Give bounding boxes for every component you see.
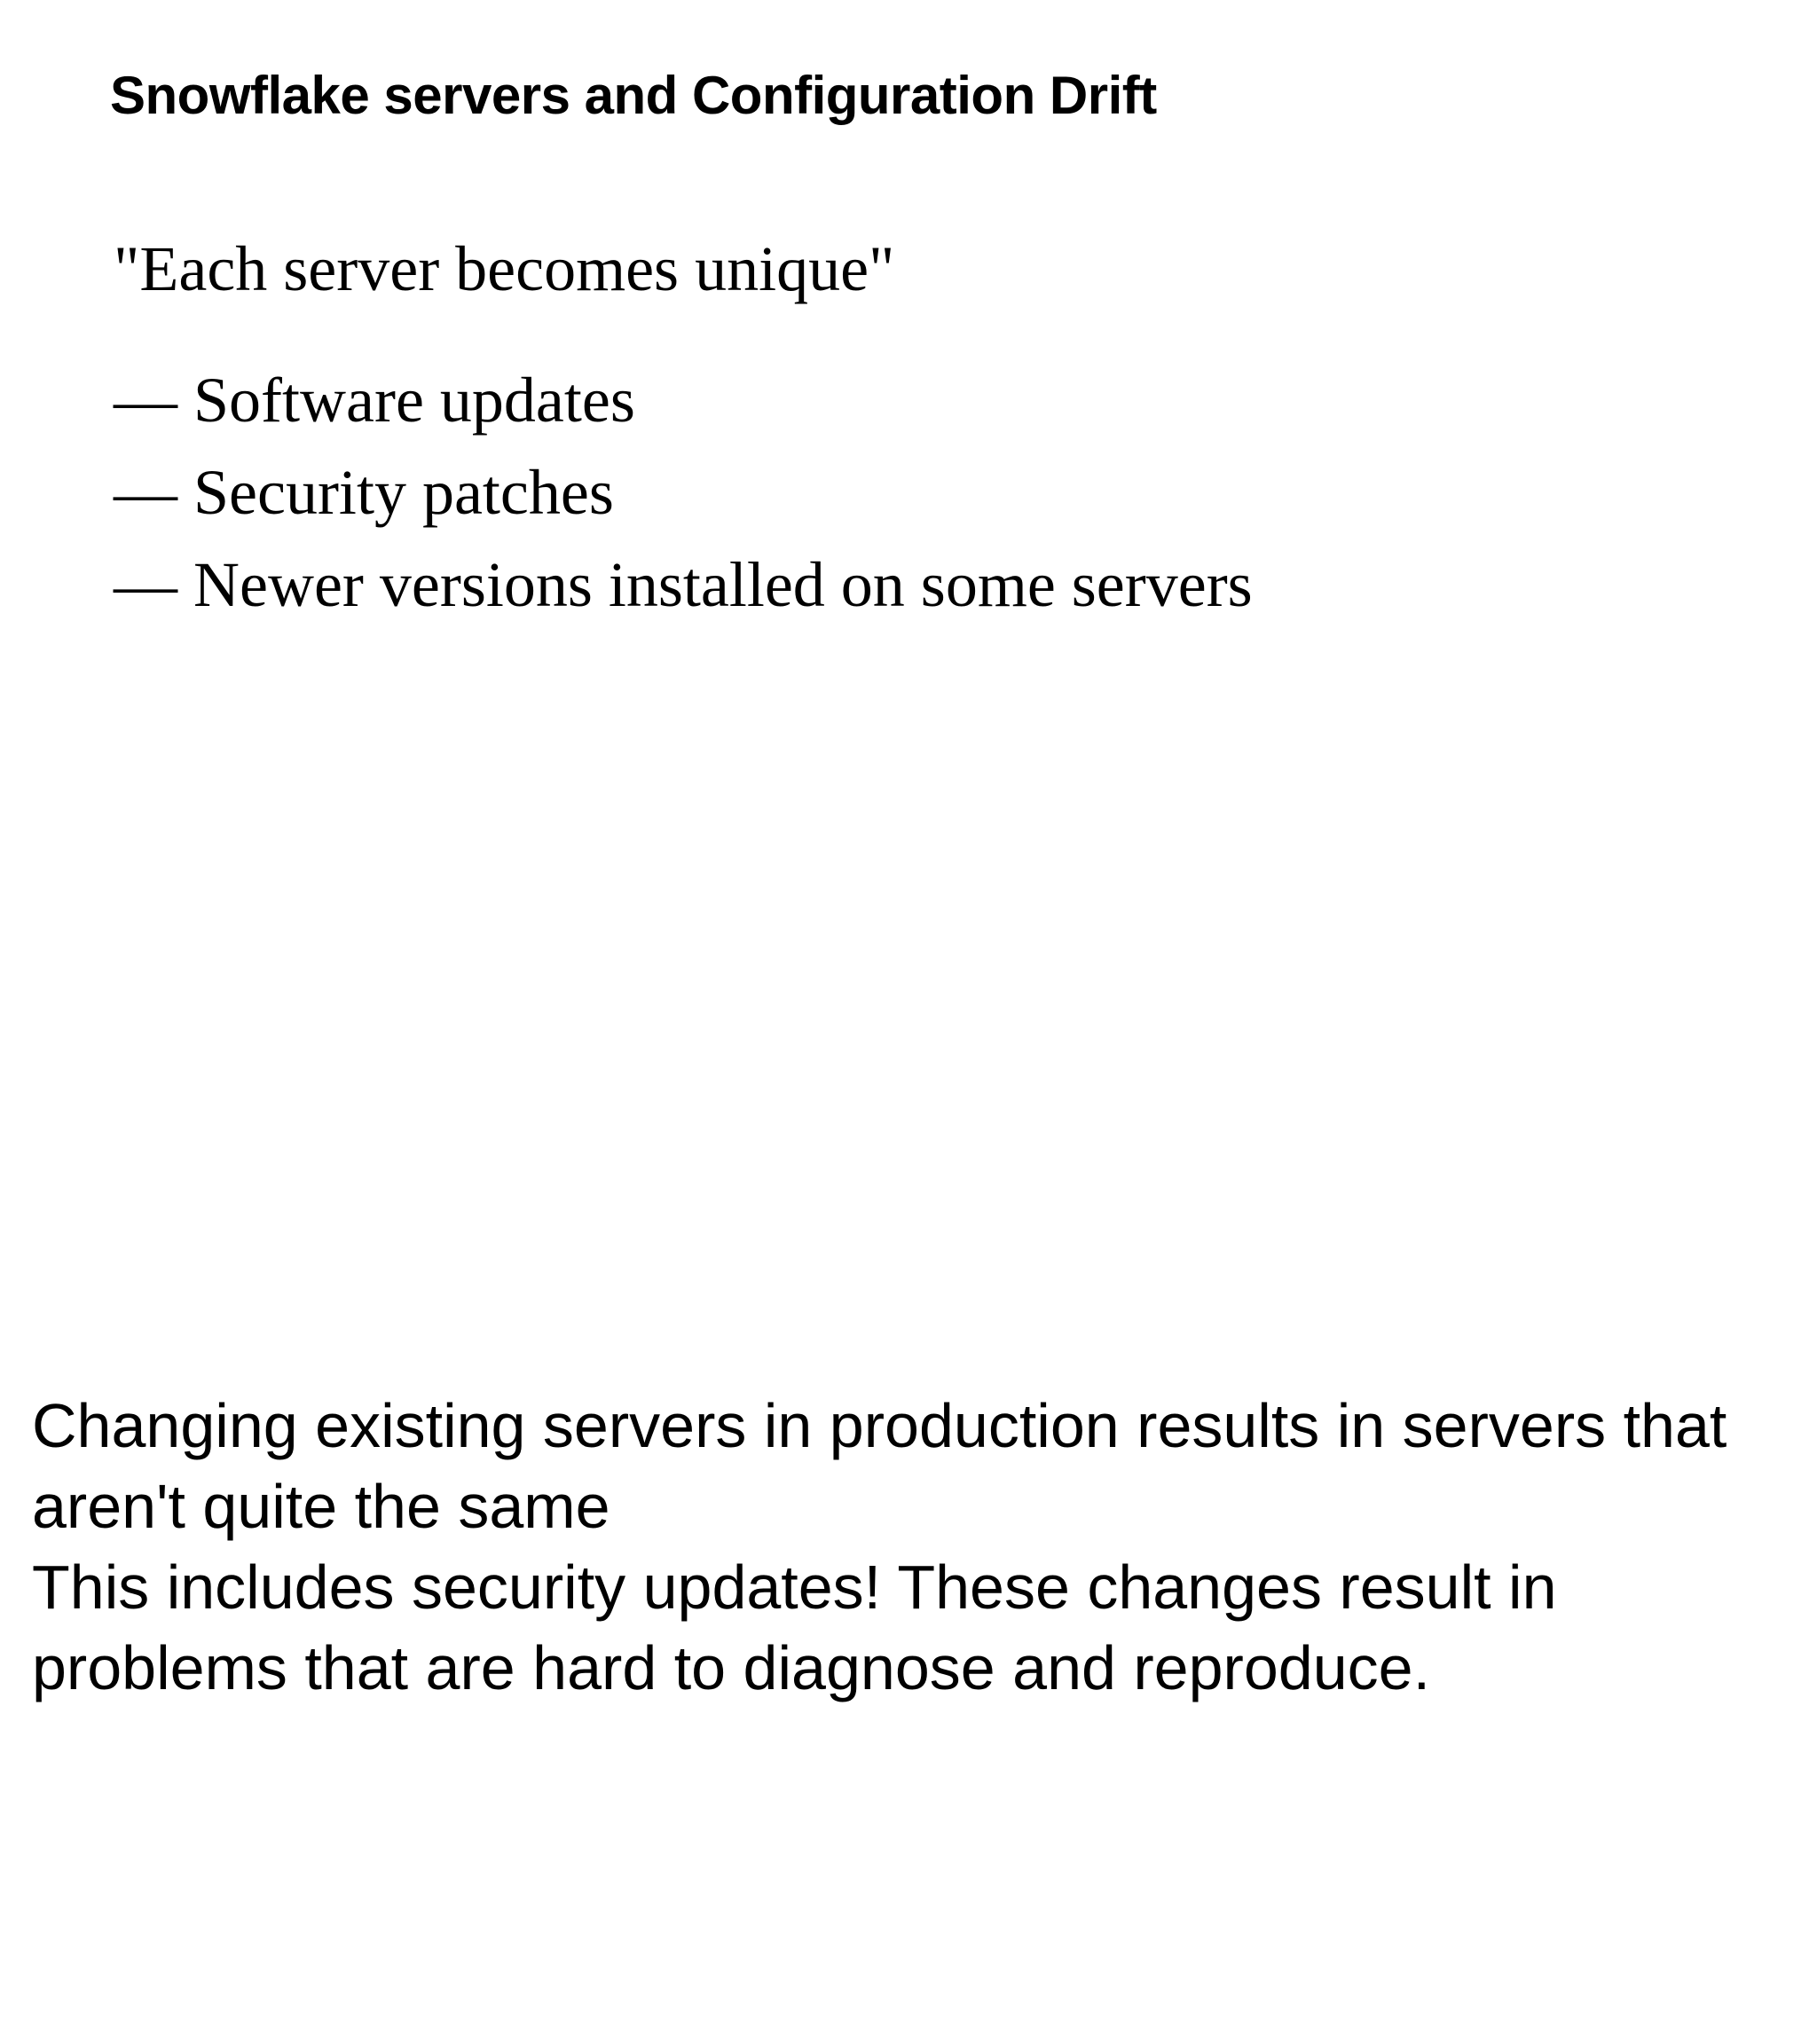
slide-quote: "Each server becomes unique" (114, 233, 895, 304)
bullet-item: — Security patches (114, 457, 614, 528)
bullet-list (114, 360, 1253, 637)
slide-title: Snowflake servers and Configuration Drift (110, 66, 1157, 125)
bullet-item: — Software updates (114, 365, 635, 436)
bullet-item: — Newer versions installed on some servers (114, 549, 1253, 620)
speaker-notes (32, 1386, 1771, 1709)
notes-paragraph: This includes security updates! These changes result in problems that are hard to diagnose and reproduce. (32, 1553, 1557, 1702)
notes-paragraph: Changing existing servers in production results in servers that aren't quite the same (32, 1391, 1727, 1541)
